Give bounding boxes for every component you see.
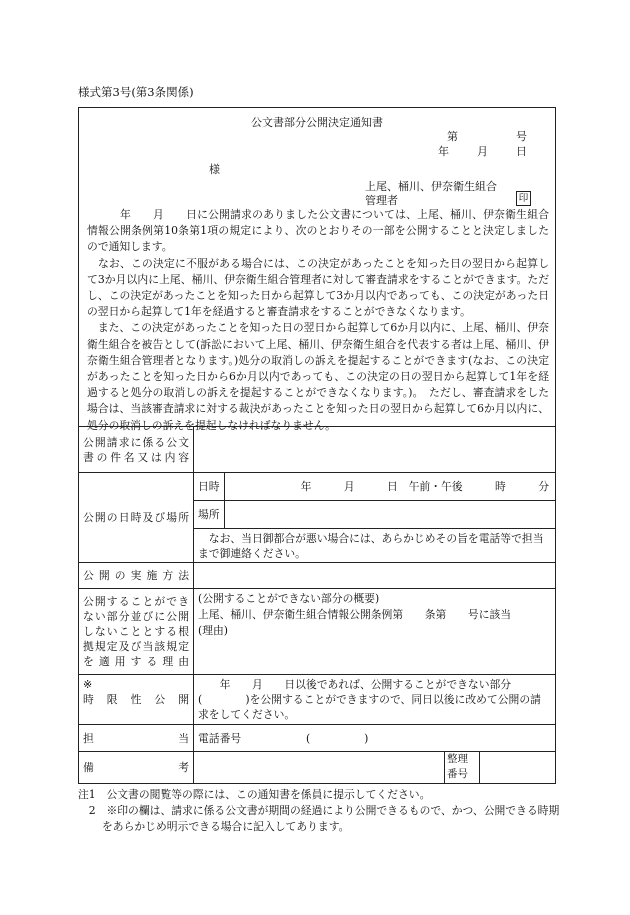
nondisclosure-reason: (理由) [198, 624, 229, 637]
table-row [79, 725, 556, 752]
note-1: 注1 公文書の閲覧等の際には、この通知書を係員に提示してください。 [78, 788, 431, 801]
nondisclosure-summary: (公開することができない部分の概要) [198, 592, 380, 605]
issuer-manager: 管理者 [365, 194, 398, 207]
details-table [78, 426, 556, 784]
paragraph-appeal: なお、この決定に不服がある場合には、この決定があったことを知った日の翌日から起算して3か月以内に上尾、桶川、伊奈衛生組合管理者に対して審査請求をすることができます。ただし、この決定があったことを知った日から起算して3か月以内であっても、この決定があった日の翌日から起算して1年を経過すると審査請求をすることができなくなります。 [87, 256, 549, 319]
remarks-label: 備考 [79, 752, 194, 784]
timed-disclosure-value[interactable]: 年 月 日以後であれば、公開することができない部分( )を公開することができますので、同日以後に改めて公開の請求をしてください。 [194, 675, 556, 725]
nondisclosure-value[interactable] [194, 589, 556, 675]
datetime-value[interactable]: 年 月 日 午前・午後 時 分 [225, 473, 556, 501]
number-suffix: 号 [516, 130, 527, 143]
paragraph-lawsuit: また、この決定があったことを知った日の翌日から起算して6か月以内に、上尾、桶川、伊奈衛生組合を被告として(訴訟において上尾、桶川、伊奈衛生組合を代表する者は上尾、桶川、伊奈衛生組合管理者となります。)処分の取消しの訴えを提起することができます(なお、この決定があったことを知った日から6か月以内であっても、この決定の日の翌日から起算して1年を経過すると処分の取消しの訴えを提起することができなくなります。)。 ただし、審査請求をした場合は、当該審査請求に対する裁決があったことを知った日の翌日から起算して6か月以内に、処分の取消しの訴えを提起しなければなりません。 [87, 321, 549, 432]
form-label: 様式第3号(第3条関係) [78, 85, 194, 99]
place-value[interactable] [225, 501, 556, 529]
number-prefix: 第 [447, 130, 458, 143]
ref-number-value[interactable] [480, 752, 555, 783]
document-title: 公文書部分公開決定通知書 [251, 116, 383, 129]
table-row [79, 752, 556, 784]
table-row [79, 427, 556, 473]
table-row [79, 675, 556, 725]
nondisclosure-basis: 上尾、桶川、伊奈衛生組合情報公開条例第 条第 号に該当 [198, 608, 512, 621]
method-label: 公開の実施方法 [79, 563, 194, 589]
notice-frame [78, 107, 556, 784]
addressee: 様 [209, 163, 220, 176]
table-row [79, 473, 556, 501]
nondisclosure-label: 公開することができない部分並びに公開しないこととする根拠規定及び当該規定を適用する理由 [79, 589, 194, 675]
ref-number-label: 整理番号 [445, 752, 480, 783]
seal-mark: 印 [516, 191, 531, 206]
paragraph-decision: 年 月 日に公開請求のありました公文書については、上尾、桶川、伊奈衛生組合情報公開条例第10条第1項の規定により、次のとおりその一部を公開することと決定しましたので通知します。 [87, 208, 549, 254]
contact-note: なお、当日御都合が悪い場合には、あらかじめその旨を電話等で担当まで御連絡ください。 [194, 529, 556, 563]
timed-disclosure-label: ※ 時限性公開 [79, 675, 194, 725]
subject-value[interactable] [194, 427, 556, 473]
notes [78, 787, 560, 835]
table-row [79, 563, 556, 589]
asterisk-mark: ※ [83, 678, 93, 691]
remarks-value[interactable] [194, 752, 445, 784]
ref-number-cell [445, 752, 556, 784]
method-value[interactable] [194, 563, 556, 589]
date-month: 月 [477, 145, 488, 158]
phone-number-field[interactable]: 電話番号 ( ) [194, 725, 556, 752]
document-date [438, 143, 527, 159]
place-label: 場所 [194, 501, 225, 529]
date-year: 年 [438, 145, 449, 158]
contact-label: 担当 [79, 725, 194, 752]
datetime-label: 日時 [194, 473, 225, 501]
subject-label: 公開請求に係る公文書の件名又は内容 [79, 427, 194, 473]
datetime-place-label: 公開の日時及び場所 [79, 473, 194, 563]
document-number [447, 128, 527, 144]
date-day: 日 [516, 145, 527, 158]
issuer-name: 上尾、桶川、伊奈衛生組合 [365, 180, 497, 193]
notice-body [87, 207, 549, 434]
table-row [79, 589, 556, 675]
note-2: 2 ※印の欄は、請求に係る公文書が期間の経過により公開できるもので、かつ、公開できる時期をあらかじめ明示できる場合に記入してあります。 [78, 804, 560, 833]
